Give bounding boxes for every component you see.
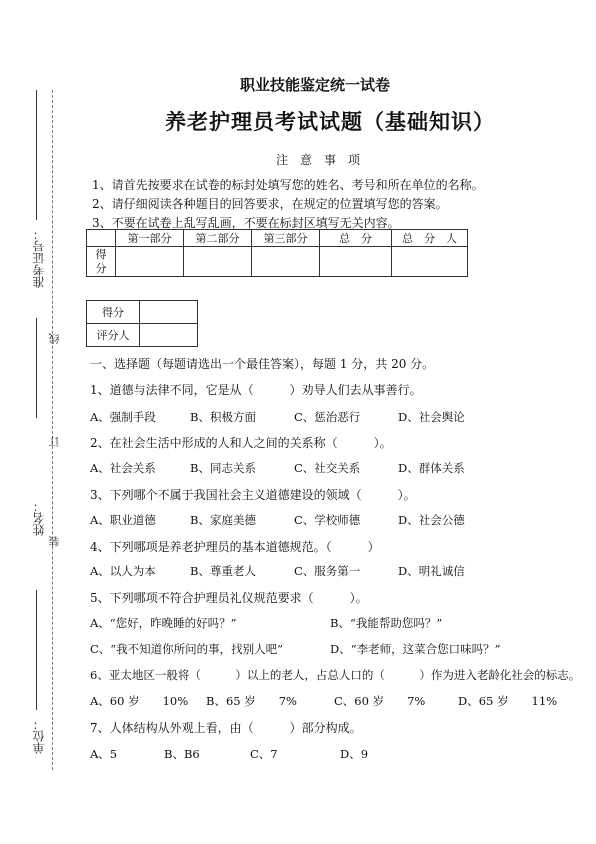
page-title: 养老护理员考试试题（基础知识） <box>165 109 495 134</box>
score-table-header: 总 分 <box>320 230 392 247</box>
option[interactable]: D、“李老师，这菜合您口味吗？” <box>330 642 501 656</box>
unit-label: 单位： <box>32 718 46 754</box>
notice-title: 注 意 事 项 <box>276 153 361 167</box>
option[interactable]: B、积极方面 <box>190 410 256 424</box>
question-stem: 6、亚太地区一般将（ ）以上的老人，占总人口的（ ）作为进入老龄化社会的标志。 <box>90 668 581 682</box>
seal-marker: 订 <box>48 436 61 447</box>
option[interactable]: D、群体关系 <box>398 461 465 475</box>
option[interactable]: D、明礼诚信 <box>398 564 465 578</box>
option[interactable]: C、学校师德 <box>294 513 361 527</box>
option[interactable]: A、60 岁 10% <box>90 694 189 708</box>
notice-item: 1、请首先按要求在试卷的标封处填写您的姓名、考号和所在单位的名称。 <box>92 178 484 192</box>
exam-subtitle: 职业技能鉴定统一试卷 <box>240 76 391 94</box>
score-table-header: 第一部分 <box>116 230 184 247</box>
exam-id-label: 准考证号： <box>32 228 46 288</box>
score-cell[interactable] <box>184 247 252 277</box>
option[interactable]: C、60 岁 7% <box>334 694 426 708</box>
question-stem: 3、下列哪个不属于我国社会主义道德建设的领域（ ）。 <box>90 488 416 502</box>
score-cell[interactable] <box>392 247 468 277</box>
option[interactable]: D、社会舆论 <box>398 410 465 424</box>
option[interactable]: C、“我不知道你所问的事，找别人吧” <box>90 642 284 656</box>
unit-fill-line <box>36 590 37 710</box>
option[interactable]: A、“您好，昨晚睡的好吗？” <box>90 616 237 630</box>
option[interactable]: C、7 <box>250 747 278 761</box>
grader-name-cell[interactable] <box>140 324 198 347</box>
binding-dashed-line <box>52 90 53 770</box>
option[interactable]: D、9 <box>340 747 369 761</box>
score-table-header: 总 分 人 <box>392 230 468 247</box>
option[interactable]: A、以人为本 <box>90 564 156 578</box>
option[interactable]: A、职业道德 <box>90 513 156 527</box>
question-stem: 7、人体结构从外观上看，由（ ）部分构成。 <box>90 721 362 735</box>
option[interactable]: B、B6 <box>164 747 200 761</box>
question-stem: 1、道德与法律不同，它是从（ ）劝导人们去从事善行。 <box>90 383 422 397</box>
option[interactable]: B、“我能帮助您吗？” <box>330 616 443 630</box>
question-stem: 5、下列哪项不符合护理员礼仪规范要求（ ）。 <box>90 591 368 605</box>
name-label: 姓名： <box>32 500 46 536</box>
option[interactable]: C、社交关系 <box>294 461 361 475</box>
score-cell[interactable] <box>320 247 392 277</box>
option[interactable]: D、65 岁 11% <box>458 694 558 708</box>
option[interactable]: A、强制手段 <box>90 410 156 424</box>
notice-item: 3、不要在试卷上乱写乱画，不要在标封区填写无关内容。 <box>92 216 400 230</box>
question-stem: 2、在社会生活中形成的人和人之间的关系称（ ）。 <box>90 436 392 450</box>
option[interactable]: B、65 岁 7% <box>206 694 297 708</box>
option[interactable]: A、社会关系 <box>90 461 156 475</box>
option[interactable]: C、惩治恶行 <box>294 410 361 424</box>
option[interactable]: A、5 <box>90 747 118 761</box>
score-row-label: 得 分 <box>87 247 116 277</box>
score-cell[interactable] <box>116 247 184 277</box>
exam-id-fill-line <box>36 90 37 220</box>
option[interactable]: B、尊重老人 <box>190 564 256 578</box>
notice-item: 2、请仔细阅读各种题目的回答要求，在规定的位置填写您的答案。 <box>92 197 448 211</box>
question-stem: 4、下列哪项是养老护理员的基本道德规范。（ ） <box>90 540 380 554</box>
section-heading: 一、选择题（每题请选出一个最佳答案），每题 1 分，共 20 分。 <box>90 357 435 371</box>
score-table-header: 第二部分 <box>184 230 252 247</box>
score-table <box>86 229 468 277</box>
grader-score-label: 得分 <box>87 301 140 324</box>
score-cell[interactable] <box>252 247 320 277</box>
option[interactable]: D、社会公德 <box>398 513 465 527</box>
name-fill-line <box>36 318 37 418</box>
option[interactable]: C、服务第一 <box>294 564 361 578</box>
line-marker: 线 <box>48 333 61 344</box>
bind-marker: 装 <box>48 536 61 547</box>
grader-score-cell[interactable] <box>140 301 198 324</box>
grader-table <box>86 300 198 347</box>
score-table-corner <box>87 230 116 247</box>
score-table-header: 第三部分 <box>252 230 320 247</box>
grader-name-label: 评分人 <box>87 324 140 347</box>
option[interactable]: B、家庭美德 <box>190 513 256 527</box>
option[interactable]: B、同志关系 <box>190 461 256 475</box>
